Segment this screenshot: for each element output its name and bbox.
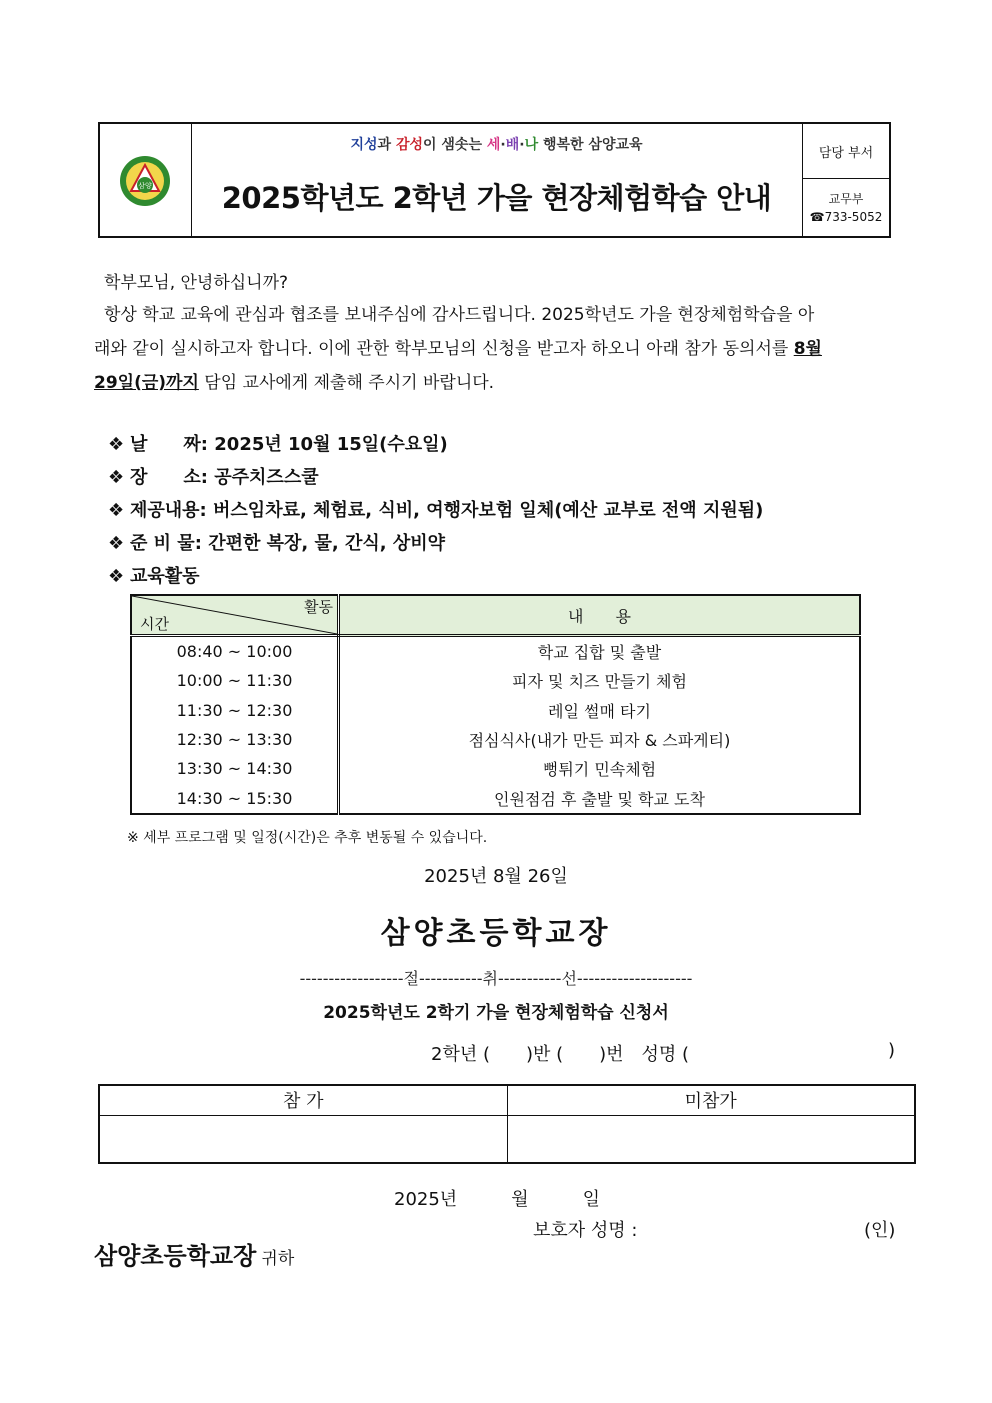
deadline-date: 8월 (793, 339, 822, 359)
slogan-part: 세 (486, 137, 501, 153)
schedule-table (130, 594, 861, 815)
slogan-part: 행복한 삼양교육 (538, 137, 643, 153)
department-label: 담당 부서 (803, 124, 889, 179)
department-info (803, 179, 889, 236)
department-cell (803, 124, 889, 236)
slogan-part: 이 샘솟는 (423, 137, 487, 153)
student-info-close: ) (888, 1040, 896, 1061)
slogan-part: 나 (524, 137, 539, 153)
schedule-activity: 점심식사(내가 만든 피자 & 스파게티) (468, 731, 731, 751)
time-activity-header (131, 595, 339, 636)
time-header-label: 시간 (140, 615, 169, 633)
attend-checkbox-cell[interactable] (99, 1115, 507, 1163)
schedule-time: 12:30 ~ 13:30 (131, 725, 339, 754)
schedule-row (131, 725, 860, 754)
intro-text: 래와 같이 실시하고자 합니다. 이에 관한 학부모님의 신청을 받고자 하오니 아래 참가 동의서를 (94, 339, 794, 359)
slogan-part: 지성 (350, 137, 378, 153)
detail-label: 날 짜: (130, 434, 208, 455)
detail-item (108, 560, 763, 593)
document-title: 2025학년도 2학년 가을 현장체험학습 안내 (221, 181, 772, 215)
schedule-time: 11:30 ~ 12:30 (131, 696, 339, 725)
detail-label: 제공내용: (130, 500, 207, 521)
slogan-part: 감성 (395, 137, 423, 153)
guardian-label: 보호자 성명 : (533, 1220, 638, 1241)
detail-label: 교육활동 (130, 566, 200, 587)
diamond-bullet-icon: ❖ (108, 467, 125, 488)
intro-body (94, 298, 899, 400)
detail-item (108, 428, 763, 461)
slogan-part: · (519, 137, 525, 153)
application-table (98, 1084, 916, 1164)
greeting: 학부모님, 안녕하십니까? (104, 273, 289, 293)
school-emblem-icon (119, 155, 171, 207)
details-list (108, 428, 763, 593)
title-cell (191, 124, 803, 236)
detail-item (108, 461, 763, 494)
application-header-row (99, 1085, 915, 1115)
intro-text: 담임 교사에게 제출해 주시기 바랍니다. (198, 373, 495, 393)
intro-line: 항상 학교 교육에 관심과 협조를 보내주심에 감사드립니다. 2025학년도 가을 현장체험학습을 아 (104, 305, 815, 325)
emblem-label: 삼양 (138, 182, 152, 190)
schedule-activity: 인원점검 후 출발 및 학교 도착 (494, 789, 705, 809)
department-phone: ☎733-5052 (809, 209, 883, 224)
diamond-bullet-icon: ❖ (108, 500, 125, 521)
schedule-row (131, 696, 860, 725)
slogan (191, 134, 802, 154)
cut-line: ------------------절-----------취-----------선-------------------- (299, 969, 693, 988)
issue-date: 2025년 8월 26일 (424, 866, 568, 887)
detail-label: 장 소: (130, 467, 208, 488)
department-name: 교무부 (828, 191, 864, 206)
detail-value: 버스임차료, 체험료, 식비, 여행자보험 일체(예산 교부로 전액 지원됨) (213, 500, 764, 521)
addressee (94, 1236, 294, 1271)
schedule-note: ※ 세부 프로그램 및 일정(시간)은 추후 변동될 수 있습니다. (127, 830, 488, 846)
detail-label: 준 비 물: (130, 533, 202, 554)
intro-line (94, 366, 899, 400)
activity-header-label: 활동 (304, 598, 333, 616)
schedule-activity: 레일 썰매 타기 (548, 701, 651, 721)
slogan-part: 과 (377, 137, 396, 153)
schedule-activity: 학교 집합 및 출발 (537, 643, 662, 663)
content-header: 내 용 (339, 595, 861, 636)
diamond-bullet-icon: ❖ (108, 566, 125, 587)
logo-cell (100, 124, 192, 236)
student-info-line: 2학년 ( )반 ( )번 성명 ( (431, 1044, 690, 1065)
detail-value: 2025년 10월 15일(수요일) (214, 434, 448, 455)
schedule-time: 08:40 ~ 10:00 (131, 636, 339, 667)
form-date: 2025년 월 일 (394, 1189, 600, 1210)
slogan-part: 배 (505, 137, 520, 153)
document-header (98, 122, 891, 238)
schedule-row (131, 783, 860, 813)
detail-item (108, 494, 763, 527)
detail-item (108, 527, 763, 560)
detail-value: 간편한 복장, 물, 간식, 상비약 (208, 533, 446, 554)
diamond-bullet-icon: ❖ (108, 434, 125, 455)
schedule-time: 10:00 ~ 11:30 (131, 666, 339, 695)
diamond-bullet-icon: ❖ (108, 533, 125, 554)
slogan-part: · (500, 137, 506, 153)
addressee-name: 삼양초등학교장 (94, 1242, 257, 1270)
schedule-time: 14:30 ~ 15:30 (131, 783, 339, 813)
application-entry-row (99, 1115, 915, 1163)
attend-header: 참 가 (99, 1085, 507, 1115)
schedule-row (131, 754, 860, 783)
absent-header: 미참가 (507, 1085, 915, 1115)
schedule-activity: 뻥튀기 민속체험 (542, 760, 657, 780)
schedule-row (131, 666, 860, 695)
absent-checkbox-cell[interactable] (507, 1115, 915, 1163)
deadline-date: 29일(금)까지 (94, 373, 199, 393)
detail-value: 공주치즈스쿨 (214, 467, 319, 488)
addressee-suffix: 귀하 (261, 1249, 295, 1269)
schedule-header-row (131, 595, 860, 636)
schedule-activity: 피자 및 치즈 만들기 체험 (512, 672, 687, 692)
schedule-time: 13:30 ~ 14:30 (131, 754, 339, 783)
form-title: 2025학년도 2학기 가을 현장체험학습 신청서 (323, 1003, 669, 1023)
schedule-row (131, 636, 860, 667)
intro-line (94, 332, 899, 366)
principal-signature: 삼양초등학교장 (380, 916, 612, 951)
seal-mark: (인) (864, 1220, 896, 1241)
